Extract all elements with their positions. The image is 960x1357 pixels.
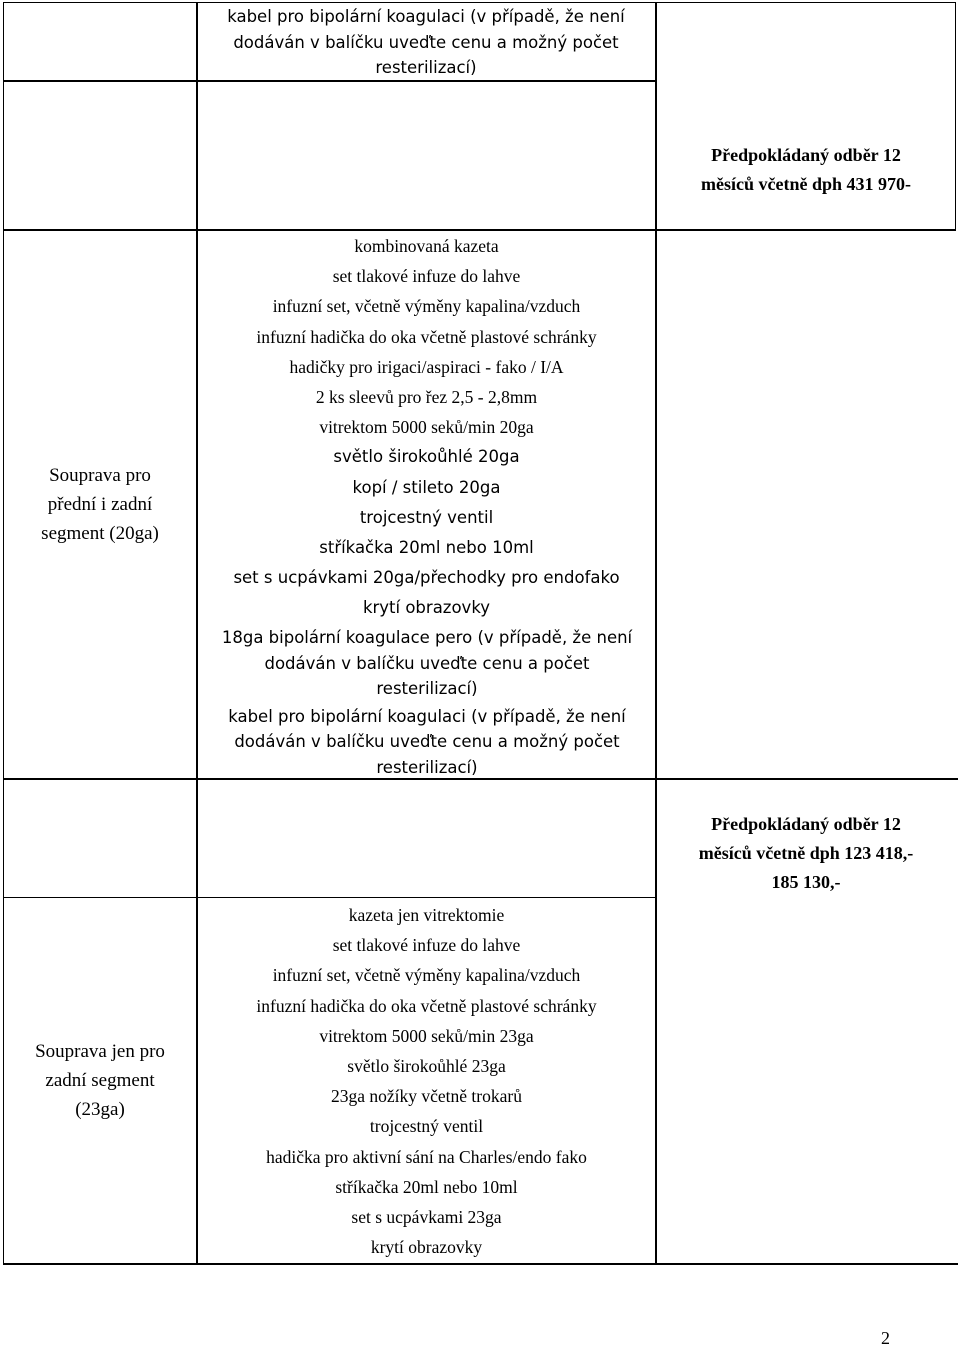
list-item: infuzní hadička do oka včetně plastové schránky bbox=[256, 995, 597, 1016]
row-2-label-line: Souprava jen pro bbox=[35, 1041, 165, 1062]
list-item: kazeta jen vitrektomie bbox=[348, 905, 505, 925]
row-1-note-1: 18ga bipolární koagulace pero (v případě, že není dodáván v balíčku uveďte cenu a počet resterilizací) bbox=[221, 628, 633, 698]
top-cell-note: kabel pro bipolární koagulaci (v případě, že není dodáván v balíčku uveďte cenu a možný počet resterilizací) bbox=[227, 7, 625, 77]
list-item: kombinovaná kazeta bbox=[354, 236, 499, 256]
price-2-line-1: Předpokládaný odběr 12 bbox=[711, 814, 901, 834]
price-1-line-1: Předpokládaný odběr 12 bbox=[711, 145, 901, 165]
row-1-notes bbox=[212, 625, 642, 780]
list-item: stříkačka 20ml nebo 10ml bbox=[319, 538, 534, 558]
list-item: trojcestný ventil bbox=[359, 507, 494, 527]
list-item: vitrektom 5000 seků/min 23ga bbox=[319, 1025, 534, 1046]
grid-line bbox=[955, 2, 956, 229]
list-item: kopí / stileto 20ga bbox=[352, 477, 501, 497]
row-1-items bbox=[198, 231, 655, 624]
list-item: set tlakové infuze do lahve bbox=[332, 266, 521, 287]
row-1-note-2: kabel pro bipolární koagulaci (v případě, že není dodáván v balíčku uveďte cenu a možný počet resterilizací) bbox=[228, 706, 626, 777]
row-2-label-line: zadní segment bbox=[45, 1070, 155, 1091]
list-item: 23ga nožíky včetně trokarů bbox=[331, 1086, 522, 1107]
grid-line bbox=[3, 1263, 958, 1265]
list-item: krytí obrazovky bbox=[362, 598, 491, 618]
list-item: set s ucpávkami 23ga bbox=[351, 1207, 502, 1228]
grid-line bbox=[3, 897, 656, 898]
price-block-1 bbox=[658, 141, 954, 199]
list-item: vitrektom 5000 seků/min 20ga bbox=[319, 417, 534, 438]
list-item: 2 ks sleevů pro řez 2,5 - 2,8mm bbox=[315, 387, 538, 408]
row-1-label-line: přední i zadní bbox=[47, 494, 153, 515]
list-item: infuzní set, včetně výměny kapalina/vzduch bbox=[272, 296, 581, 317]
top-cell-text bbox=[210, 4, 642, 81]
price-2-line-3: 185 130,- bbox=[771, 872, 841, 892]
list-item: krytí obrazovky bbox=[370, 1237, 483, 1258]
list-item: set tlakové infuze do lahve bbox=[332, 935, 521, 956]
page-number: 2 bbox=[881, 1328, 890, 1348]
list-item: stříkačka 20ml nebo 10ml bbox=[335, 1176, 518, 1197]
list-item: set s ucpávkami 20ga/přechodky pro endofako bbox=[233, 568, 620, 588]
list-item: infuzní hadička do oka včetně plastové schránky bbox=[256, 326, 597, 347]
row-1-label-line: Souprava pro bbox=[49, 465, 151, 486]
list-item: hadička pro aktivní sání na Charles/endo fako bbox=[266, 1146, 587, 1167]
row-2-label bbox=[4, 1037, 196, 1124]
price-2-line-2: měsíců včetně dph 123 418,- bbox=[698, 843, 914, 863]
row-1-label bbox=[4, 461, 196, 548]
row-2-items bbox=[198, 900, 655, 1262]
grid-line bbox=[3, 2, 956, 3]
list-item: světlo širokoůhlé 20ga bbox=[333, 447, 520, 467]
list-item: světlo širokoůhlé 23ga bbox=[347, 1056, 506, 1077]
row-1-label-line: segment (20ga) bbox=[41, 523, 159, 544]
price-1-line-2: měsíců včetně dph 431 970- bbox=[701, 174, 911, 194]
list-item: infuzní set, včetně výměny kapalina/vzduch bbox=[272, 965, 581, 986]
grid-line bbox=[655, 2, 657, 1265]
price-block-2 bbox=[658, 810, 954, 897]
list-item: hadičky pro irigaci/aspiraci - fako / I/A bbox=[289, 356, 564, 377]
list-item: trojcestný ventil bbox=[369, 1116, 484, 1137]
row-2-label-line: (23ga) bbox=[75, 1099, 125, 1120]
